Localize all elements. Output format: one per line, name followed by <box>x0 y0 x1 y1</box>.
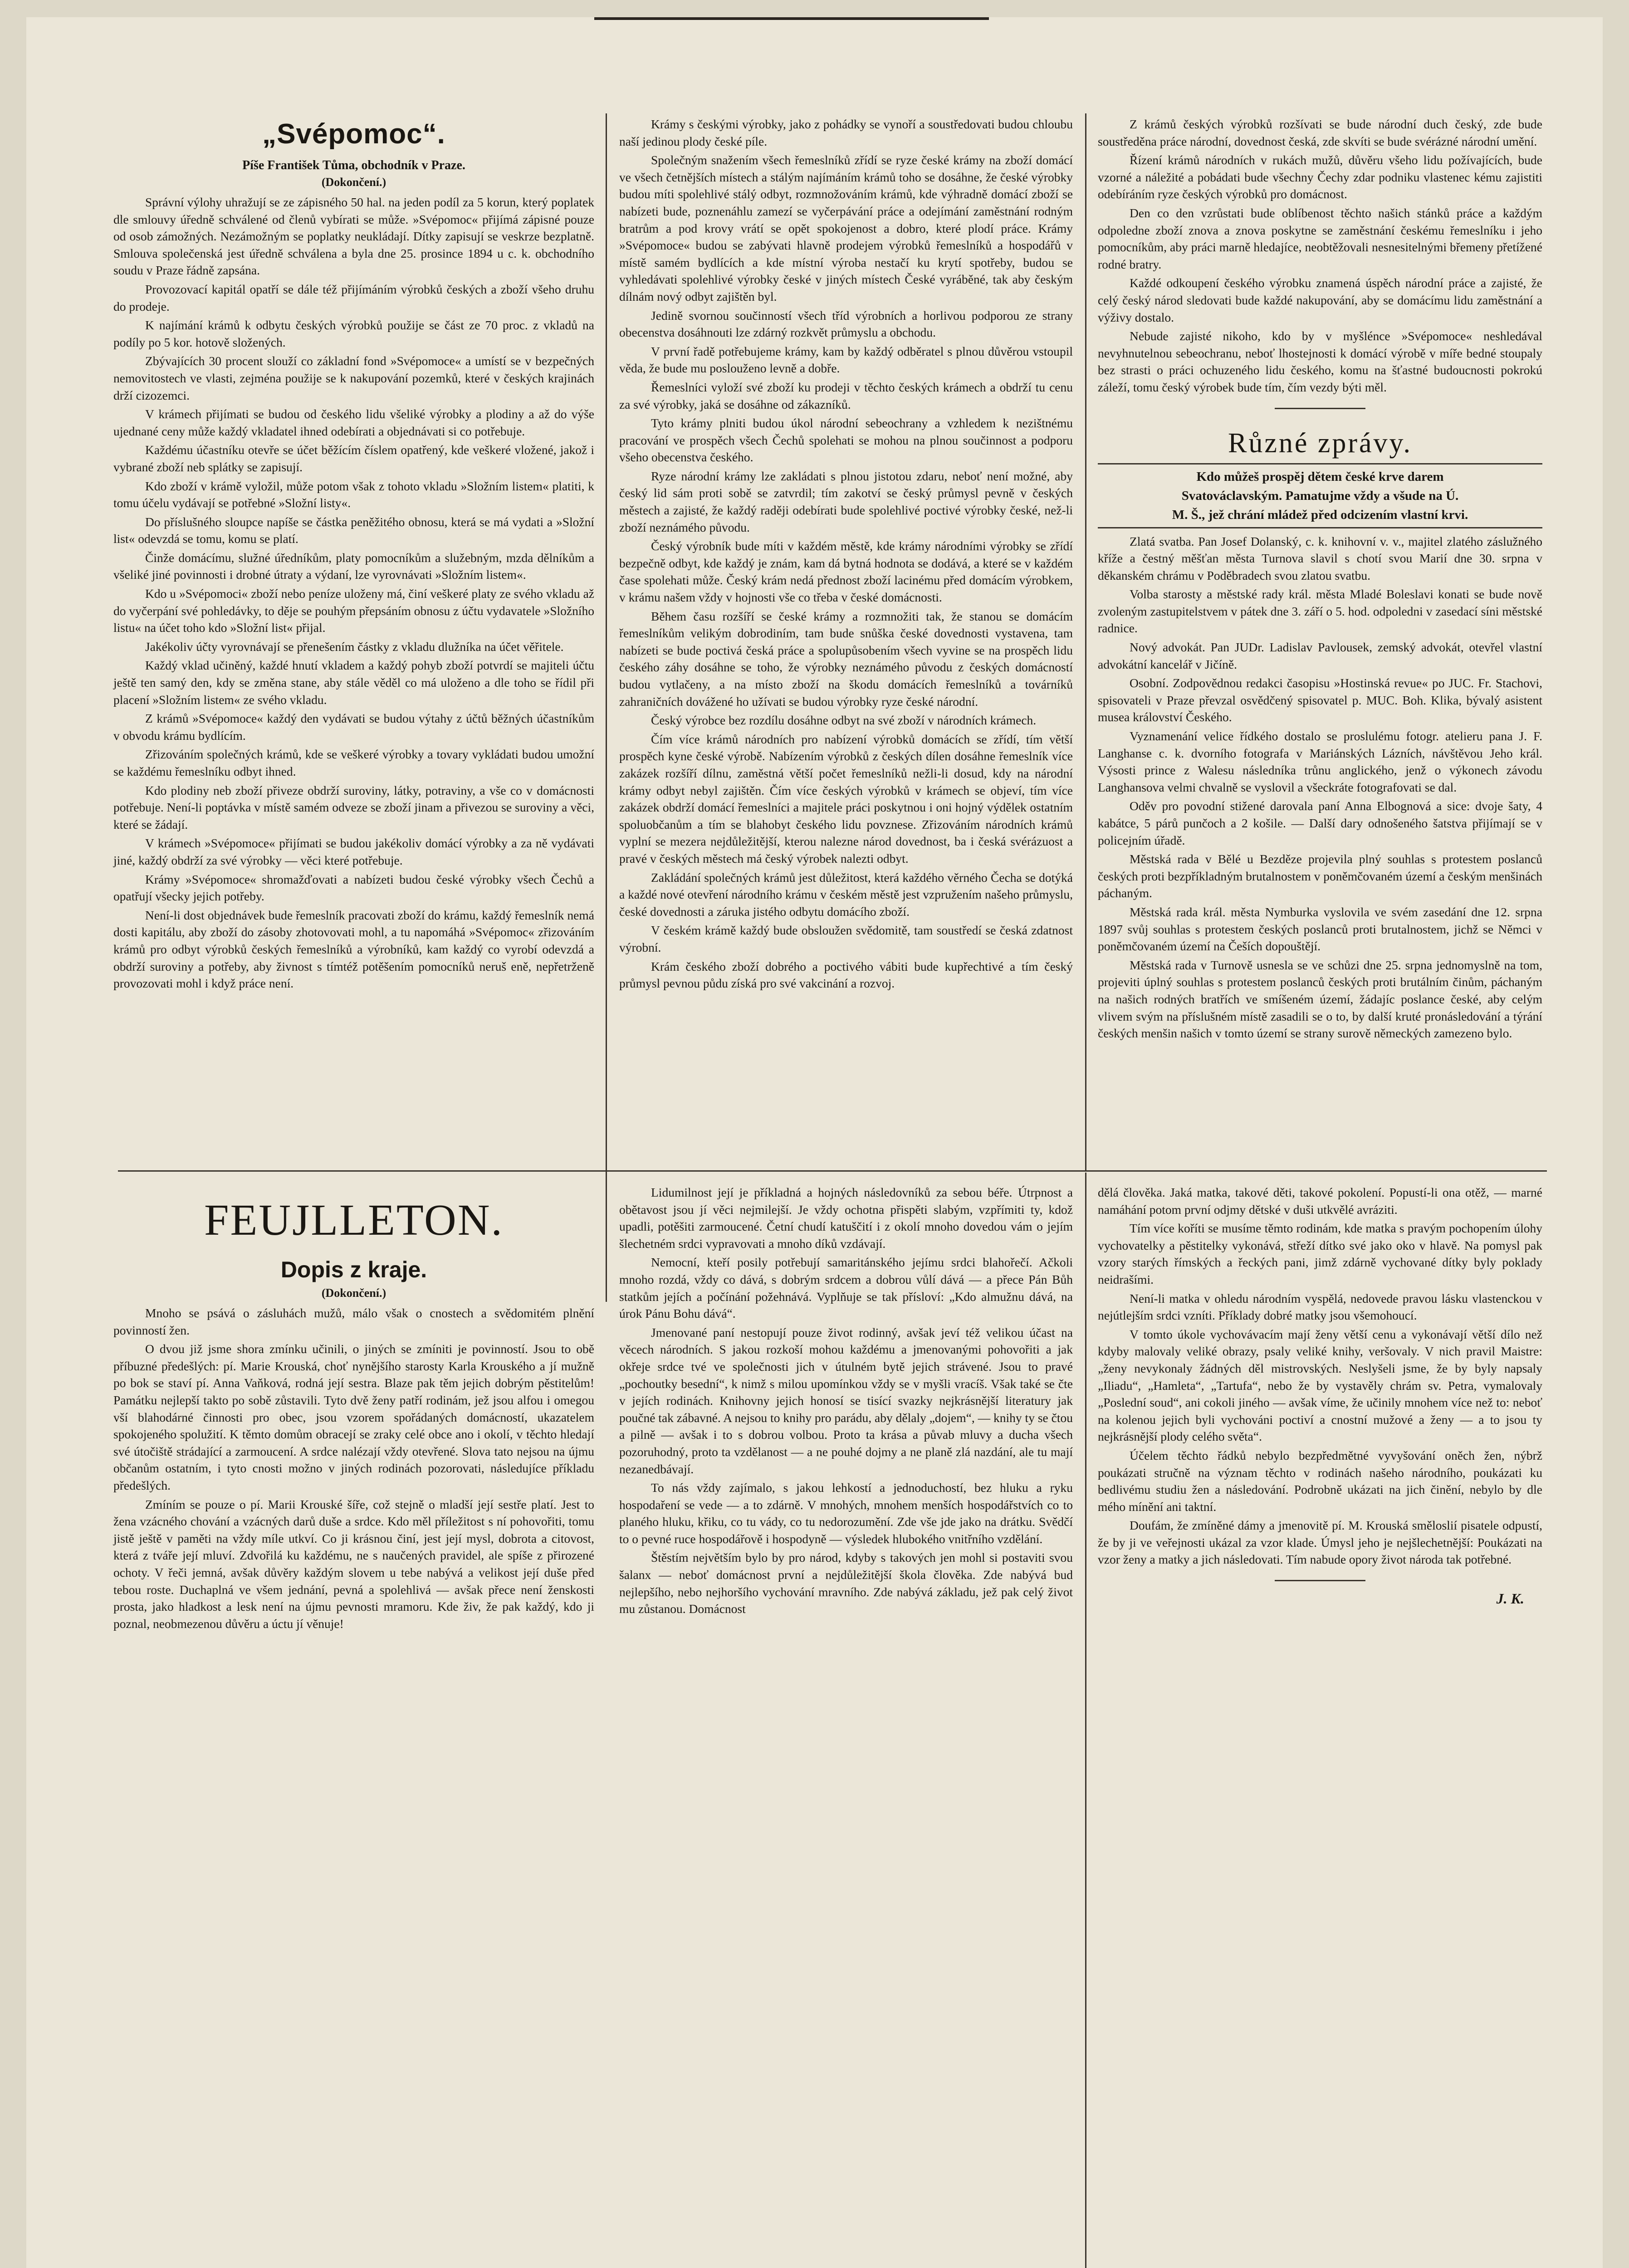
paragraph: Každý vklad učiněný, každé hnutí vkladem a každý pohyb zboží potvrdí se majiteli účtu ještě ten samý den, kdy se změna stane, aby stále věděl co má uloženo a dle toho se řídil při placení »Složním listem« ze svého vkladu. <box>113 658 594 707</box>
paragraph: Činže domácímu, služné úředníkům, platy pomocníkům a služebným, mzda dělníkům a všeliké jiné povinnosti i drobné útraty a výdaní, lze vyrovnávati »Složním listem«. <box>113 550 594 582</box>
notice-line: Kdo můžeš prospěj dětem české krve darem <box>1196 469 1444 484</box>
paragraph: Čím více krámů národních pro nabízení výrobků domácích se zřídí, tím větší prospěch kyne české výrobě. Nabízením výrobků z českých dílen dosáhne řemeslník více zakázek rozšíří dílnu, zaměstná větší počet řemeslníků nežli-li dosud, kdy na národní krámy odbyt nebyl zajištěn. Čím více českých výrobků v krámech se objeví, tím více zakázek obdrží domácí řemeslníci a majitele práci poskytnou i oni hojný výdělek ostatním spoluobčanům a tím se blahobyt českého lidu povznese. Zřizováním národních krámů vyplní se mezera nejdůležitější, kterou nalezne národ dovednost, ba i česká svérázuost a pravé v českých městech má český výrobek nalezti odbyt. <box>619 732 1073 865</box>
paragraph: Zbývajících 30 procent slouží co základní fond »Svépomoce« a umístí se v bezpečných nemovitostech ve vlasti, zejména použije se k nakupování pozemků, které v českých krajinách drží cizozemci. <box>113 354 594 402</box>
paragraph: Jmenované paní nestopují pouze život rodinný, avšak jeví též velikou účast na věcech národních. S jakou rozkoší mohou každému a jmenovanými pohovořiti a jak okřeje srdce tvé ve společnosti jich v útulném bytě jejich strávené. Jsou to pravé „pochoutky besední“, k nimž s milou upomínkou vždy se v myšli vracíš. Však také se čte v jejích rodinách. Knihovny jejich honosí se tisící svazky nejkrásnější literatury jak poučné tak zábavné. A nejsou to knihy pro parádu, aby dělaly „dojem“, — knihy ty se čtou a pilně — avšak i to s dobrou volbou. Proto ta krása a půvab mluvy a ducha všech pozoruhodný, proto ta vzdělanost — a ne pouhé dojmy a ne planě zlá nazdání, ale tu mají nezanedbávají. <box>619 1325 1073 1476</box>
signature: J. K. <box>1496 1590 1524 1607</box>
feuilleton-column-2 <box>619 1184 1073 1619</box>
notice-line: Svatováclavským. Pamatujme vždy a všude na Ú. <box>1181 488 1459 503</box>
paragraph: Doufám, že zmíněné dámy a jmenovitě pí. M. Krouská směloslií pisatele odpustí, že by ji ve veřejnosti ukázal za vzor klade. Úmysl jeho je nejšlechetnější: Poukázati na vzor ženy a matky a jich následovati. Tím nabude opory život národa tak potřebné. <box>1098 1518 1542 1567</box>
appeal-notice <box>1098 463 1542 528</box>
right-column <box>1098 116 1542 1044</box>
paragraph: Jedině svornou součinností všech tříd výrobních a horlivou podporou ze strany obecenstva dosáhnouti lze zdárný rozkvět průmyslu a obchodu. <box>619 308 1073 340</box>
paragraph: Krámy s českými výrobky, jako z pohádky se vynoří a soustředovati budou chloubu naší jedinou plody české píle. <box>619 117 1073 148</box>
paragraph: V krámech přijímati se budou od českého lidu všeliké výrobky a plodiny a až do výše ujednané ceny může každý vkladatel ihned odebírati a objednávati si co potřebuje. <box>113 407 594 438</box>
paragraph: Krámy »Svépomoce« shromažďovati a nabízeti budou české výrobky všech Čechů a opatřují všecky jejich potřeby. <box>113 872 594 904</box>
news-item: Oděv pro povodní stižené darovala paní Anna Elbognová a sice: dvoje šaty, 4 kabátce, 5 párů punčoch a 2 košile. — Další dary odnošeného šatstva přijímají se v policejním úřadě. <box>1098 799 1542 847</box>
article-svepomoc-continued <box>619 116 1073 994</box>
paragraph: dělá člověka. Jaká matka, takové děti, takové pokolení. Popustí-li ona otěž, — marné namáhání potom první odjmy dětské v duši utkvělé avráziti. <box>1098 1185 1542 1217</box>
section-divider <box>1275 408 1365 409</box>
column-rule-3 <box>1085 1173 1086 2268</box>
news-item: Volba starosty a městské rady král. města Mladé Boleslavi konati se bude nově zvoleným zastupitelstvem v pátek dne 3. září o 5. hod. odpoledni v zasedací síni městské radnice. <box>1098 587 1542 635</box>
news-item: Nový advokát. Pan JUDr. Ladislav Pavlousek, zemský advokát, otevřel vlastní advokátní kancelář v Jičíně. <box>1098 640 1542 671</box>
paragraph: Zakládání společných krámů jest důležitost, která každého věrného Čecha se dotýká a každé nové otevření národního krámu v českém městě jest vzpružením našeho průmyslu, české dovednosti a záruka jistého odbytu domácího zboží. <box>619 870 1073 919</box>
paragraph: Jakékoliv účty vyrovnávají se přenešením částky z vkladu dlužníka na účet věřitele. <box>145 639 564 654</box>
news-item: Městská rada v Turnově usnesla se ve schůzi dne 25. srpna jednomyslně na tom, projeviti úplný souhlas s protestem poslanců českých proti brutálním činům, páchaným na našich rodných bratřích ve smíšeném území, žádajíc poslance české, aby celým vlivem svým na příslušném místě zasadili se o to, by další kruté pronásledování a týrání českých menšin našich v tomto území se strany surově německých zamezeno bylo. <box>1098 958 1542 1041</box>
continued-label: (Dokončení.) <box>321 176 386 189</box>
paragraph: Do příslušného sloupce napíše se částka peněžitého obnosu, která se má vydati a »Složní list« odevzdá se tomu, komu se platí. <box>113 514 594 546</box>
paragraph: Krám českého zboží dobrého a poctivého vábiti bude kupřechtivé a tím český průmysl pevnou půdu získá pro své vakcinání a rozvoj. <box>619 959 1073 991</box>
feuilleton-title: FEUJLLETON. <box>204 1196 504 1245</box>
paragraph: K najímání krámů k odbytu českých výrobků použije se část ze 70 proc. z vkladů na podíly po 5 kor. hotově složených. <box>113 318 594 349</box>
paragraph: Den co den vzrůstati bude oblíbenost těchto našich stánků práce a každým odpoledne zboží znova a znova poskytne se zaměstnání českému řemeslníku i jeho pomocníkům, aby práci marně hledajíce, neobtěžovali nesnesitelnými břemeny přetížené rodné bratry. <box>1098 205 1542 271</box>
paragraph: V krámech »Svépomoce« přijímati se budou jakékoliv domácí výrobky a za ně vydávati jiné, každý obdrží za své výrobky — věci které potřebuje. <box>113 836 594 867</box>
feuilleton <box>113 1179 594 1634</box>
news-item: Zlatá svatba. Pan Josef Dolanský, c. k. knihovní v. v., majitel zlatého záslužného kříže a čestný měšťan města Turnova slavil s chotí svou Marií dne 30. srpna v děkanském chrámu v Poděbradech svou zlatou svatbu. <box>1098 534 1542 582</box>
paragraph: Provozovací kapitál opatří se dále též přijímáním výrobků českých a zboží všeho druhu do prodeje. <box>113 282 594 313</box>
feuilleton-subtitle: Dopis z kraje. <box>280 1257 427 1282</box>
paragraph: Kdo zboží v krámě vyložil, může potom však z tohoto vkladu »Složním listem« platiti, k tomu účelu vydávají se potřebné »Složní listy«. <box>113 479 594 510</box>
paragraph: O dvou již jsme shora zmínku učinili, o jiných se zmíniti je povinností. Jsou to obě příbuzné předešlých: pí. Marie Krouská, choť nynějšího starosty Karla Krouského a jí mužně po bok se staví pí. Anna Vaňková, rodná její sestra. Blaze pak těm jejich dobrým pěstitelům! Památku nejlepší takto po sobě zůstavili. Tyto dvě ženy patří rodinám, jež jsou alfou i omegou vší blahodárné činnosti pro obec, jsou vzorem spořádaných domácností, ukazatelem spokojeného spolužití. K těmto domům obracejí se zraky celé obce ano i okolí, v těchto hledají své útočiště strádající a zarmoucení. A srdce nalézají vždy otevřené. Slova tato nejsou na újmu občanům ostatním, i tyto cnosti možno v jiných rodinách pozorovati, následujíce příkladu předešlých. <box>113 1342 594 1492</box>
paragraph: Tyto krámy plniti budou úkol národní sebeochrany a vzhledem k nezištnému pracování ve prospěch všech Čechů spolehati se mohou na plnou součinnost a podporu všeho obecenstva českého. <box>619 416 1073 464</box>
paragraph: Z krámů »Svépomoce« každý den vydávati se budou výtahy z účtů běžných účastníkům v obvodu krámu bydlícím. <box>113 711 594 743</box>
paragraph: Mnoho se psává o zásluhách mužů, málo však o cnostech a svědomitém plnění povinností žen. <box>113 1306 594 1337</box>
paragraph: Řemeslníci vyloží své zboží ku prodeji v těchto českých krámech a obdrží tu cenu za své výrobky, jaká se dosáhne od zákazníků. <box>619 380 1073 411</box>
paragraph: V tomto úkole vychovávacím mají ženy větší cenu a vykonávají větší dílo než kdyby malovaly veliké obrazy, psaly veliké knihy, veršovaly. V nich pravil Maistre: „ženy nevykonaly žádných děl mistrovských. Neslyšeli jsme, že by byly napsaly „Iliadu“, „Hamleta“, „Tartufa“, nebo že by vystavěly chrám sv. Petra, vymalovaly „Poslední soud“, ani cokoli jiného — avšak víme, že učinily mnohem více než to: neboť na kolenou jejich byli vychováni poctiví a cnostní mužové a ženy — a to jsou ty nejkrásnější plody celého světa“. <box>1098 1327 1542 1444</box>
paragraph: Účelem těchto řádků nebylo bezpředmětné vyvyšování oněch žen, nýbrž poukázati stručně na význam těchto v rodinách našeho národního, poukázati ku bedlivému studiu žen a následování. Podrobně ukázati na jich činění, nebylo by dle mého mínění ani taktní. <box>1098 1448 1542 1514</box>
news-item: Městská rada král. města Nymburka vyslovila ve svém zasedání dne 12. srpna 1897 svůj souhlas s protestem českých poslanců proti brutalnostem, jichž se Němci v poněmčovaném území na Češích dopouštějí. <box>1098 904 1542 953</box>
paragraph: Společným snažením všech řemeslníků zřídí se ryze české krámy na zboží domácí ve všech četnějších místech a stálým najímáním krámů toho se dosáhne, že české výrobky budou míti spolehlivé stálý odbyt, rozmnožováním krámů, kde výhradně domácí zboží se nabízeti bude, poznenáhlu zamezí se vyčerpávání práce a odejímání zaměstnání rodným bratrům a pod krovy vrátí se opět spokojenost a dobro, které plodí práce. Krámy »Svépomoce« budou se zabývati hlavně prodejem výrobků řemeslníků a hospodářů v místě samém bydlících a kde místní výroba nestačí ku krytí spotřeby, budou se vyhledávati spolehlivé výrobky české v jiných místech České vyráběné, tak aby českým dílnám nový odbyt zajištěn byl. <box>619 153 1073 303</box>
paragraph: To nás vždy zajímalo, s jakou lehkostí a jednoduchostí, bez hluku a ryku hospodaření se vede — a to zdárně. V mnohých, mnohem menších hospodářstvích co to planého hluku, křiku, co tu vády, co tu nedorozumění. Zde vše jde jako na drátku. Svědčí to o pevné ruce hospodářově i hospodyně — výsledek hlubokého vnitřního vzdělání. <box>619 1481 1073 1546</box>
paragraph: Nemocní, kteří posily potřebují samaritánského jejímu srdci blahořečí. Ačkoli mnoho rozdá, vždy co dává, s dobrým srdcem a dobrou vůlí dává — a přece Pán Bůh statkům jejích a počínání požehnává. Vyplňuje se tak přísloví: „Kdo almužnu dává, na úrok Pánu Bohu dává“. <box>619 1255 1073 1321</box>
paragraph: Správní výlohy uhražují se ze zápisného 50 hal. na jeden podíl za 5 korun, který poplatek dle smlouvy úředně schválené od členů vybírati se může. »Svépomoc« přijímá zápisné pouze od osob zámožných. Nezámožným se poplatky neukládají. Dítky zapisují se veskrze bezplatně. Smlouva společenská jest úředně schválena a byla dne 25. prosince 1894 u c. k. obchodního soudu v Praze řádně zapsána. <box>113 195 594 278</box>
paragraph: Během času rozšíří se české krámy a rozmnožiti tak, že stanou se domácím řemeslníkům velikým dobrodiním, tam bude snůška české dovednosti vystavena, tam nabízeti se bude poctivá česká práce a spolupůsobením všech vyvine se na prospěch lidu českého záhy dosáhne se toho, že výrobky neznámého původu z českých domácností budou vytlačeny, a na místo zboží na škodu domácích řemeslníků a továrníků zahraničních dovážené ho užívati se budou výrobky ryze české národní. <box>619 609 1073 709</box>
article-svepomoc <box>113 109 594 994</box>
paragraph: Každému účastníku otevře se účet běžícím číslem opatřený, kde veškeré vložené, jakož i vybrané zboží neb splátky se zapisují. <box>113 443 594 474</box>
paragraph: V první řadě potřebujeme krámy, kam by každý odběratel s plnou důvěrou vstoupil věda, že bude mu poslouženo levně a dobře. <box>619 344 1073 376</box>
continued-label: (Dokončení.) <box>321 1286 386 1300</box>
paragraph: Zmíním se pouze o pí. Marii Krouské šíře, což stejně o mladší její sestře platí. Jest to žena vzácného chování a vzácných darů duše a srdce. Kdo měl příležitost s ní pohovořiti, tomu jistě ještě v paměti na vždy míle utkví. Co ji krásnou činí, jest její mysl, dobrota a citovost, která z tváře její mluví. Zdvořilá ku každému, ne s naučených pravidel, ale spíše z přirozené ochoty. V řeči jemná, avšak důvěry každým slovem u tebe nabývá a velikost její duše před tebou roste. Duchaplná ve všem jednání, pevná a spolehlivá — avšak přece není ženskosti prosta, jako hladkost a lesk není na újmu pevnosti mramoru. Kde živ, že pak každý, kdo ji poznal, neobmezenou důvěru a úctu jí věnuje! <box>113 1497 594 1631</box>
column-rule-2 <box>1085 113 1086 1170</box>
notice-line: M. Š., jež chrání mládež před odcizením vlastní krvi. <box>1172 507 1468 522</box>
top-rule <box>594 17 989 20</box>
paragraph: Štěstím největším bylo by pro národ, kdyby s takových jen mohl si postaviti svou šalanx — neboť domácnost první a nejdůležitější škola člověka. Zde nabývá bud nejlepšího, nebo nejhoršího vychování mravního. Zde nabývá základu, jež pak celý život mu zůstanou. Domácnost <box>619 1550 1073 1616</box>
paragraph: Český výrobce bez rozdílu dosáhne odbyt na své zboží v národních krámech. <box>651 713 1037 728</box>
paragraph: Z krámů českých výrobků rozšívati se bude národní duch český, zde bude soustředěna práce národní, dovednost česká, zde skvíti se bude svérázné národní umění. <box>1098 117 1542 148</box>
paragraph: Český výrobník bude míti v každém městě, kde krámy národními výrobky se zřídí bezpečně odbyt, kde každý je znám, kam dá bytná hodnota se dodává, a které se v každém čase spolehati může. Český krám nedá přednost zboží lacinému před domácím výrobkem, v krámu našem vždy v hojnosti vše co třeba v české domácnosti. <box>619 539 1073 605</box>
paragraph: Ryze národní krámy lze zakládati s plnou jistotou zdaru, neboť není možné, aby český lid sám proti sobě se zatvrdil; tím zakotví se český průmysl pevně v českých městech a zajisté, že každý raději odebírati bude spolehlivé poctivé výrobky české, než-li zboží neznámého původu. <box>619 469 1073 534</box>
paragraph: V českém krámě každý bude obsloužen svědomitě, tam soustředí se česká zdatnost výrobní. <box>619 923 1073 954</box>
paragraph: Kdo u »Svépomoci« zboží nebo peníze uloženy má, činí veškeré platy ze svého vkladu až do vyčerpání své pohledávky, to děje se pouhým přepsáním obnosu z účtu vydavatele »Složního listu« na účet toho kdo »Složní list« přijal. <box>113 587 594 635</box>
article-title: „Svépomoc“. <box>262 118 445 150</box>
paragraph: Není-li matka v ohledu národním vyspělá, nedovede pravou lásku vlastenckou v nejútlejším srdci vzníti. Příklady dobré matky jsou všemohoucí. <box>1098 1291 1542 1323</box>
article-byline: Píše František Tůma, obchodník v Praze. <box>242 158 465 172</box>
paragraph: Každé odkoupení českého výrobku znamená úspěch národní práce a zajisté, že celý český národ sledovati bude každé nakupování, aby se domácímu lidu zaměstnání a výživy dostalo. <box>1098 276 1542 324</box>
paragraph: Tím více koříti se musíme těmto rodinám, kde matka s pravým pochopením úlohy vychovatelky a pěstitelky vykonává, střeží dítko své jako oko v hlavě. Na pomysl pak vzory starých římských a řeckých pani, jimž zdárně vychované dítky byly poklady neidrašími. <box>1098 1221 1542 1286</box>
paragraph: Nebude zajisté nikoho, kdo by v myšlénce »Svépomoce« neshledával nevyhnutelnou sebeochranu, neboť lhostejnosti k domácí výrobě v míře bedné stoupaly bez strasti o práci ochuzeného lidu českého, komu na šťastné budoucnosti pokrokú záleží, tomu český výrobek bude tím, čím vezdy býti měl. <box>1098 329 1542 394</box>
feuilleton-column-3 <box>1098 1184 1542 1607</box>
feuilleton-rule <box>118 1170 1547 1172</box>
paragraph: Není-li dost objednávek bude řemeslník pracovati zboží do krámu, každý řemeslník nemá dosti kapitálu, aby zboží do zásoby zhotovovati mohl, a tu napomáhá »Svépomoc« zřizováním krámů pro odbyt výrobků českých řemeslníků a výrobníků, kam každý co vyrobí odevzdá a obdrží suroviny a potřeby, aby živnost s tímtéž potěšením pomocníků neruš eně, nepřetrženě provozovati mohl i když práce není. <box>113 908 594 991</box>
paragraph: Kdo plodiny neb zboží přiveze obdrží suroviny, látky, potraviny, a vše co v domácnosti potřebuje. Není-li poptávka v místě samém odveze se zboží jinam a přivezou se suroviny a věci, které se žádají. <box>113 783 594 831</box>
paragraph: Zřizováním společných krámů, kde se veškeré výrobky a tovary vykládati budou umožní se každému řemeslníku odbyt ihned. <box>113 747 594 778</box>
paragraph: Řízení krámů národních v rukách mužů, důvěru všeho lidu požívajících, bude vzorné a náležité a pobádati bude všechny Čechy zdar podniku vlastenec kému zajistiti odebíráním ryze českých výrobků pro domácnost. <box>1098 153 1542 201</box>
news-item: Městská rada v Bělé u Bezděze projevila plný souhlas s protestem poslanců českých proti bezpříkladným brutalnostem v poněmčovaném území a českým menšinách páchaným. <box>1098 852 1542 900</box>
news-item: Osobní. Zodpovědnou redakci časopisu »Hostinská revue« po JUC. Fr. Stachovi, spisovateli v Praze převzal osvědčený spisovatel p. MUC. Boh. Klika, bývalý asistent musea království Českého. <box>1098 676 1542 724</box>
paragraph: Lidumilnost její je příkladná a hojných následovníků za sebou béře. Útrpnost a obětavost jsou jí věci nejmilejší. Je vždy ochotna přispěti slabým, vzpřímiti ty, kdož upadli, potěšiti zarmoucené. Četní chudí katuščití i z okolí mnoho dovedou vám o jejím šlechetném srdci vypravovati a mnoho díků vzdávají. <box>619 1185 1073 1251</box>
section-divider <box>1275 1580 1365 1581</box>
news-item: Vyznamenání velice řídkého dostalo se proslulému fotogr. atelieru pana J. F. Langhansе c. k. dvorního fotografa v Mariánských Lázních, návštěvou Jeho král. Výsosti prince z Walesu následníka trůnu anglického, jenž o výkonech závodu Langhansova velmi chvalně se vyslovil a všeckráte fotografovati se dal. <box>1098 729 1542 794</box>
column-rule-1 <box>606 113 607 1302</box>
news-section-title: Různé zprávy. <box>1228 427 1413 459</box>
